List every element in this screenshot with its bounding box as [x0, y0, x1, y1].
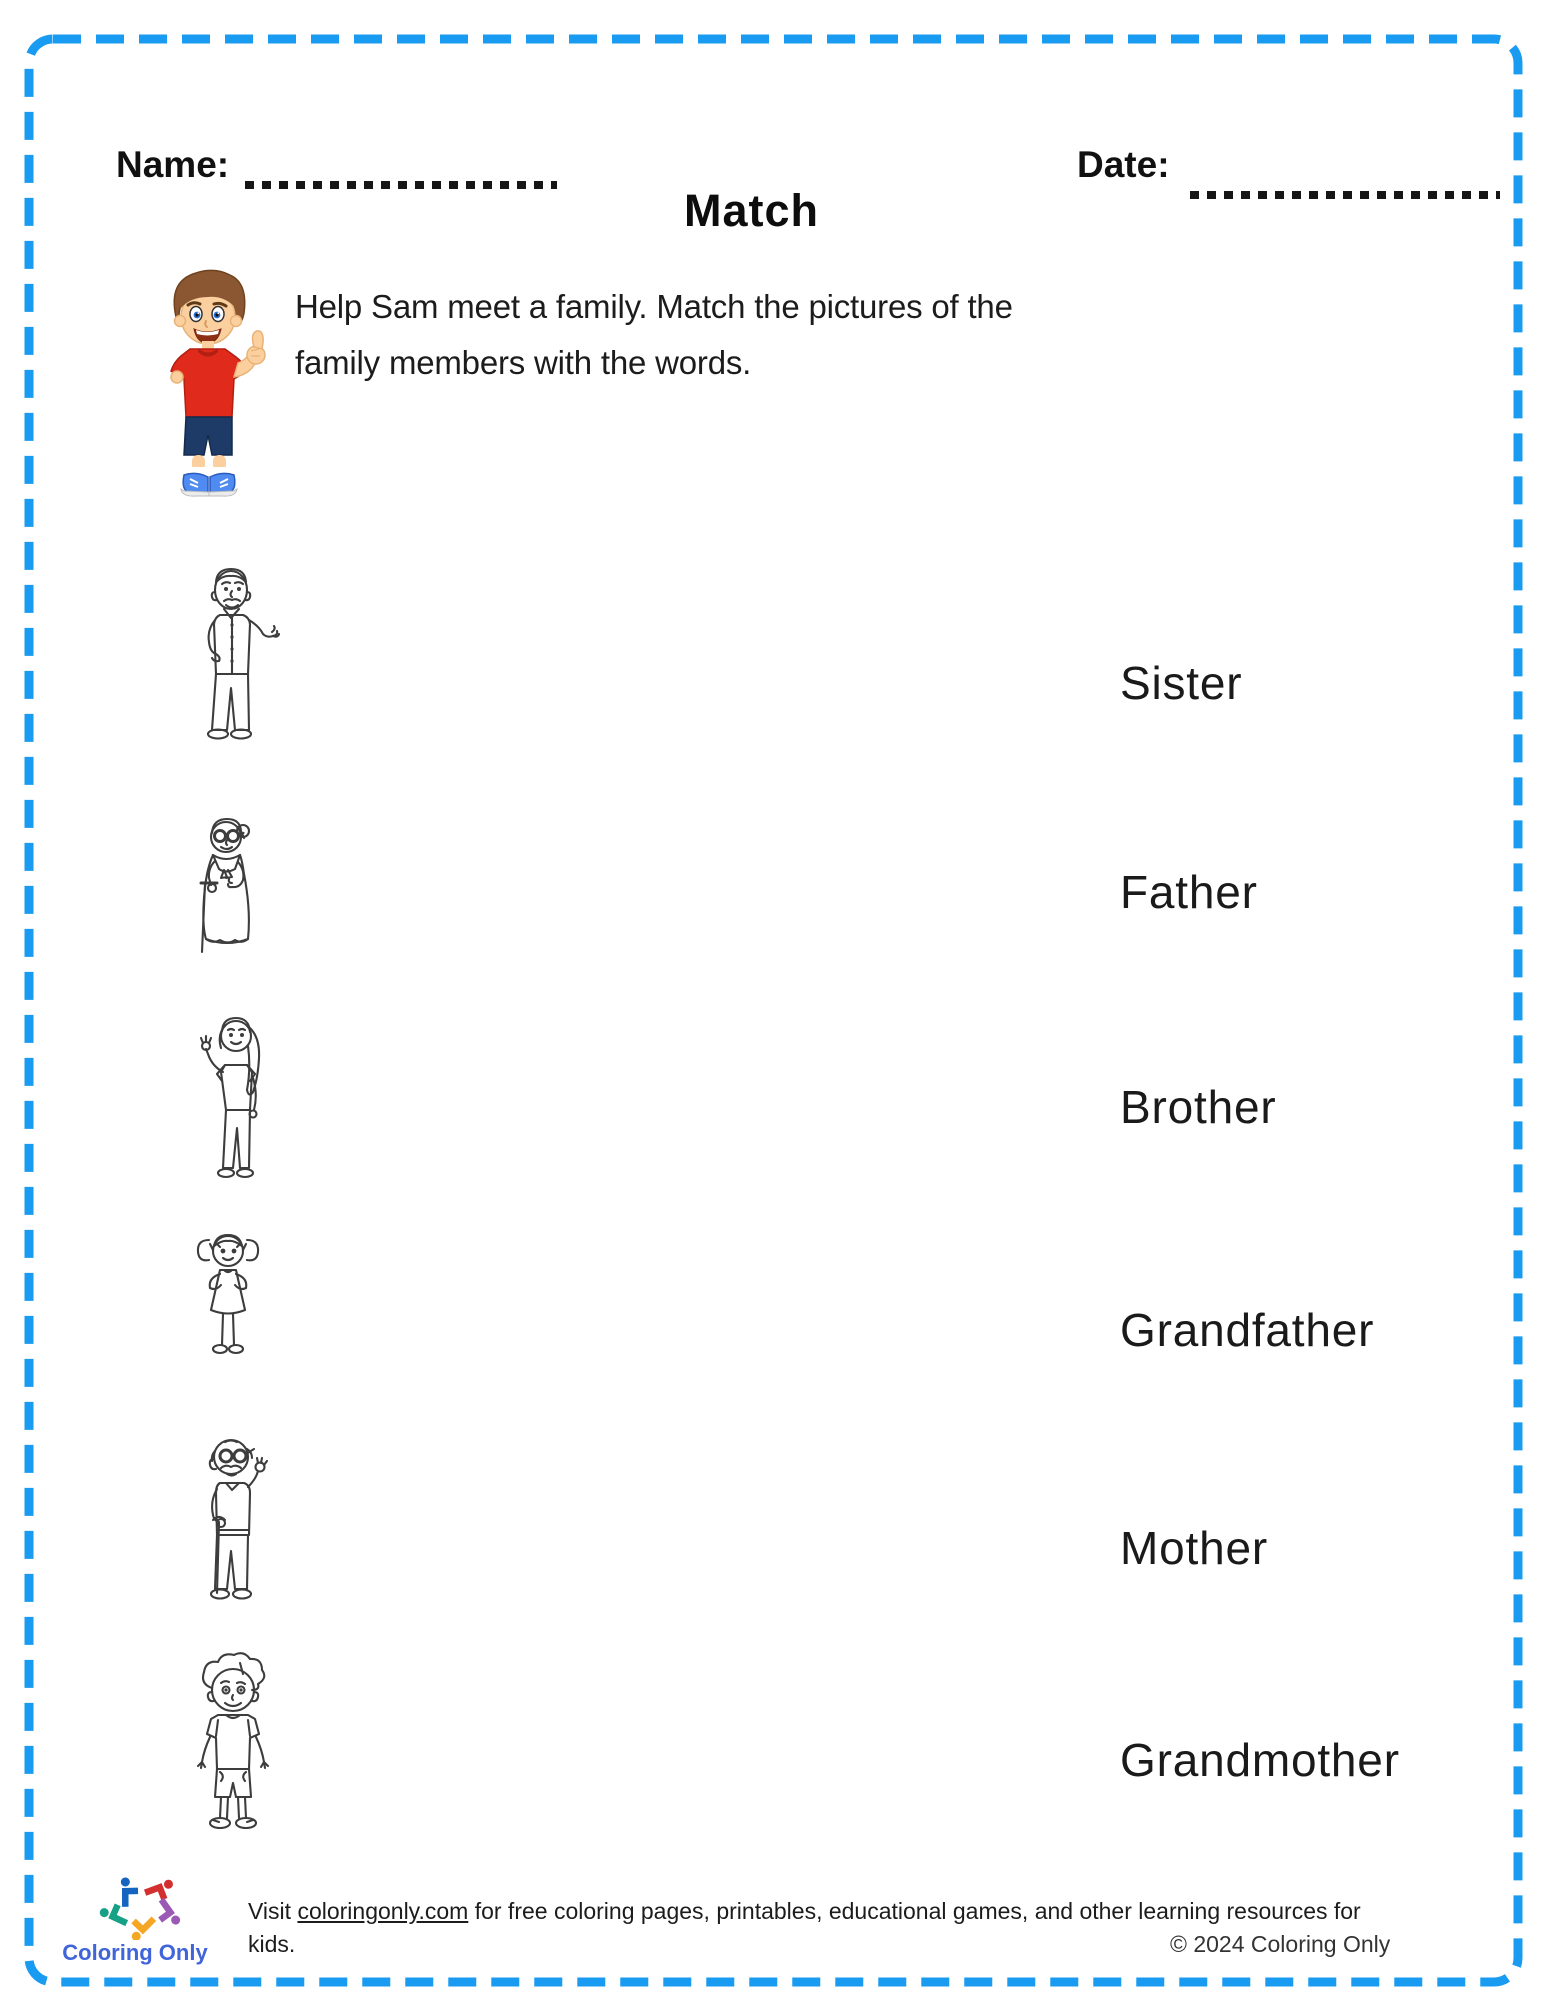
worksheet-title: Match	[684, 185, 820, 236]
match-word-brother: Brother	[1120, 1081, 1277, 1133]
date-write-line	[1190, 191, 1500, 199]
coloringonly-link[interactable]: coloringonly.com	[297, 1898, 469, 1924]
father-image	[183, 562, 280, 748]
sister-image	[183, 1228, 273, 1367]
footer-visit-line-2: kids.	[248, 1931, 296, 1957]
footer-visit-line-1	[248, 1898, 1361, 1925]
date-label: Date:	[1077, 144, 1170, 185]
name-label: Name:	[116, 144, 230, 185]
match-word-mother: Mother	[1120, 1522, 1268, 1574]
footer-visit-prefix: Visit	[248, 1898, 298, 1924]
grandmother-image	[182, 812, 277, 960]
coloring-only-logo-icon	[95, 1874, 190, 1940]
instruction-line-1: Help Sam meet a family. Match the pictures of the	[295, 288, 1013, 325]
instruction-line-2: family members with the words.	[295, 344, 752, 381]
grandfather-image	[192, 1427, 280, 1605]
copyright-text: © 2024 Coloring Only	[1170, 1931, 1391, 1957]
match-word-grandfather: Grandfather	[1120, 1304, 1375, 1356]
sam-character-image	[150, 265, 275, 502]
mother-image	[192, 1008, 277, 1187]
brother-image	[180, 1650, 285, 1835]
match-word-sister: Sister	[1120, 657, 1243, 709]
match-word-grandmother: Grandmother	[1120, 1734, 1400, 1786]
footer-visit-suffix: for free coloring pages, printables, educational games, and other learning resources for	[468, 1898, 1361, 1924]
coloring-only-logo-text: Coloring Only	[62, 1940, 208, 1965]
match-word-father: Father	[1120, 866, 1258, 918]
name-write-line	[245, 181, 557, 189]
